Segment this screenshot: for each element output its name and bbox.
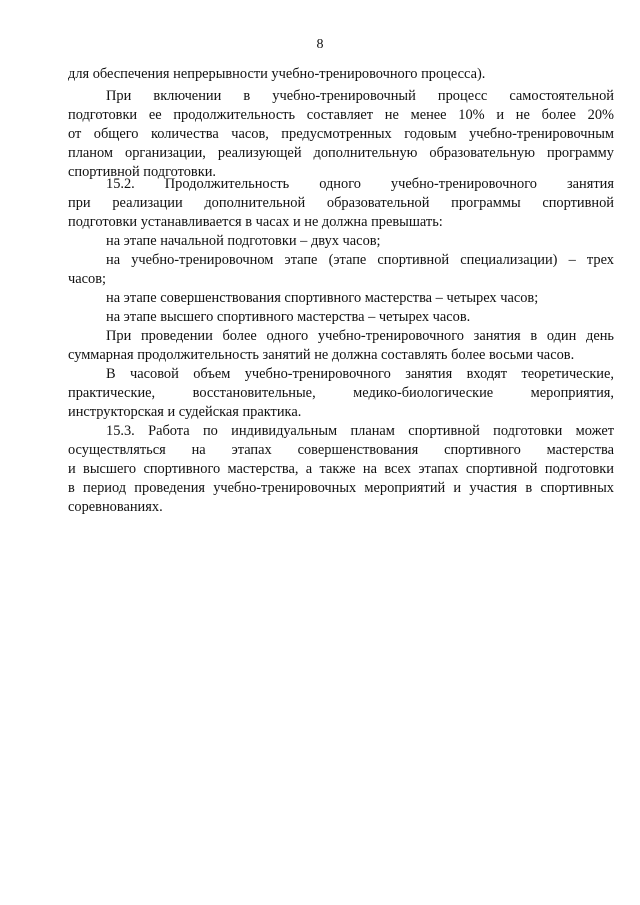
list-item: на этапе начальной подготовки – двух часов; (106, 233, 381, 249)
text-line: суммарная продолжительность занятий не должна составлять более восьми часов. (68, 347, 575, 363)
text-line: практические, восстановительные, медико-биологические мероприятия, (68, 385, 614, 401)
list-item: на учебно-тренировочном этапе (этапе спортивной специализации) – трех (106, 252, 614, 268)
text-line: инструкторская и судейская практика. (68, 404, 302, 420)
text-line: от общего количества часов, предусмотренных годовым учебно-тренировочным (68, 126, 614, 142)
text-line: при реализации дополнительной образовательной программы спортивной (68, 195, 614, 211)
text-line: планом организации, реализующей дополнительную образовательную программу (68, 145, 614, 161)
list-item: на этапе совершенствования спортивного мастерства – четырех часов; (106, 290, 539, 306)
text-line: При проведении более одного учебно-тренировочного занятия в один день (106, 328, 614, 344)
text-line: осуществляться на этапах совершенствования спортивного мастерства (68, 442, 614, 458)
text-line: в период проведения учебно-тренировочных мероприятий и участия в спортивных (68, 480, 614, 496)
text-line: При включении в учебно-тренировочный процесс самостоятельной (106, 88, 614, 104)
text-line: часов; (68, 271, 107, 287)
section-15-2-line: 15.2. Продолжительность одного учебно-тренировочного занятия (106, 176, 614, 192)
section-15-3-line: 15.3. Работа по индивидуальным планам спортивной подготовки может (106, 423, 614, 439)
text-line: подготовки ее продолжительность составляет не менее 10% и не более 20% (68, 107, 614, 123)
text-line: подготовки устанавливается в часах и не должна превышать: (68, 214, 443, 230)
text-line: В часовой объем учебно-тренировочного занятия входят теоретические, (106, 366, 614, 382)
text-line: соревнованиях. (68, 499, 163, 515)
text-line: спортивной подготовки. (68, 164, 217, 180)
page-number: 8 (316, 37, 324, 52)
list-item: на этапе высшего спортивного мастерства – четырех часов. (106, 309, 471, 325)
text-line: и высшего спортивного мастерства, а также на всех этапах спортивной подготовки (68, 461, 614, 477)
text-line: для обеспечения непрерывности учебно-тренировочного процесса). (68, 66, 486, 82)
